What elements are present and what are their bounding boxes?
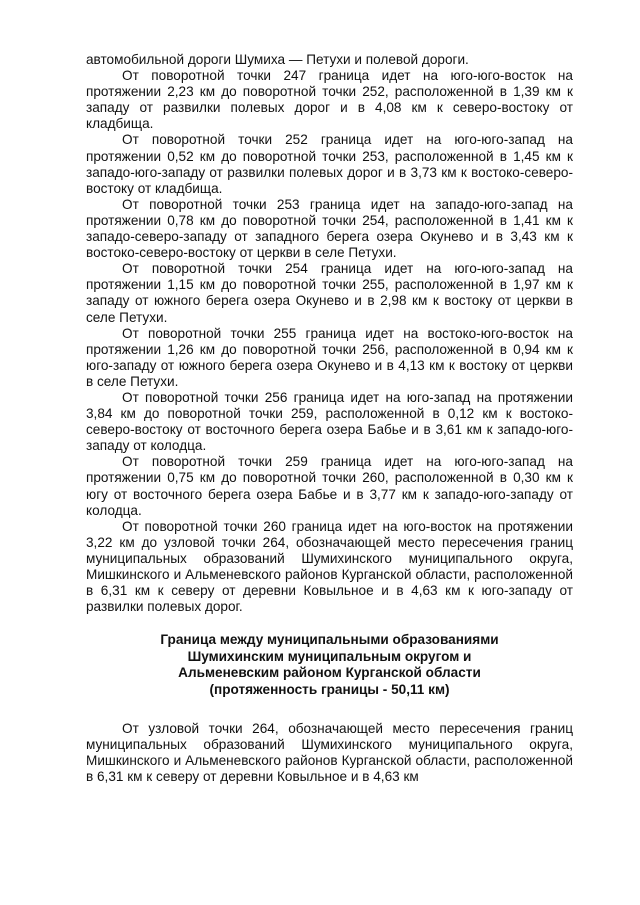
paragraph-point-247: От поворотной точки 247 граница идет на юго-юго-восток на протяжении 2,23 км до поворотной точки 252, расположенной в 1,39 км к западу от развилки полевых дорог и в 4,08 км к северо-востоку от кладбища. bbox=[86, 68, 573, 132]
heading-length: (протяженность границы - 50,11 км) bbox=[209, 681, 450, 697]
paragraph-point-253: От поворотной точки 253 граница идет на западо-юго-запад на протяжении 0,78 км до поворотной точки 254, расположенной в 1,41 км к западо-северо-западу от западного берега озера Окунево и в 3,43 км к востоко-северо-востоку от церкви в селе Петухи. bbox=[86, 196, 573, 261]
paragraph-point-259: От поворотной точки 259 граница идет на юго-юго-запад на протяжении 0,75 км до поворотной точки 260, расположенной в 0,30 км к югу от восточного берега озера Бабье и в 3,77 км к западо-юго-западу от колодца. bbox=[86, 454, 573, 518]
paragraph-continuation: автомобильной дороги Шумиха — Петухи и полевой дороги. bbox=[86, 52, 469, 67]
paragraph-point-255: От поворотной точки 255 граница идет на востоко-юго-восток на протяжении 1,26 км до поворотной точки 256, расположенной в 0,94 км к юго-западу от южного берега озера Окунево и в 4,13 км к востоку от церкви в селе Петухи. bbox=[86, 325, 573, 389]
paragraph-point-260: От поворотной точки 260 граница идет на юго-восток на протяжении 3,22 км до узловой точки 264, обозначающей место пересечения границ муниципальных образований Шумихинского муниципального округа, Мишкинского и Альменевского районов Курганской области, расположенной в 6,31 км к северу от деревни Ковыльное и в 4,63 км к юго-западу от развилки полевых дорог. bbox=[86, 518, 573, 615]
paragraph-point-252: От поворотной точки 252 граница идет на юго-юго-запад на протяжении 0,52 км до поворотной точки 253, расположенной в 1,45 км к западо-юго-западу от развилки полевых дорог и в 3,73 км к востоко-северо-востоку от кладбища. bbox=[86, 132, 573, 196]
document-page bbox=[86, 52, 573, 785]
section-heading bbox=[86, 632, 573, 698]
paragraph-point-254: От поворотной точки 254 граница идет на юго-юго-запад на протяжении 1,15 км до поворотной точки 255, расположенной в 1,97 км к западу от южного берега озера Окунево и в 2,98 км к востоку от церкви в селе Петухи. bbox=[86, 261, 573, 325]
paragraph-point-256: От поворотной точки 256 граница идет на юго-запад на протяжении 3,84 км до поворотной точки 259, расположенной в 0,12 км к востоко-северо-востоку от восточного берега озера Бабье и в 3,61 км к западо-юго-западу от колодца. bbox=[86, 389, 573, 454]
heading-line: Шумихинским муниципальным округом и bbox=[187, 648, 472, 664]
heading-line: Граница между муниципальными образованиями bbox=[160, 632, 499, 648]
heading-line: Альменевским районом Курганской области bbox=[178, 665, 481, 681]
paragraph-point-264: От узловой точки 264, обозначающей место пересечения границ муниципальных образований Шумихинского муниципального округа, Мишкинского и Альменевского районов Курганской области, расположенной в 6,31 км к северу от деревни Ковыльное и в 4,63 км bbox=[86, 720, 573, 785]
